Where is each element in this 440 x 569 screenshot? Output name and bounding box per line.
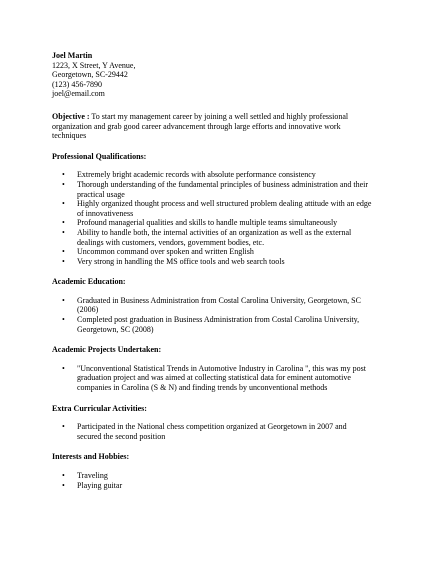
section-title-projects: Academic Projects Undertaken: xyxy=(52,345,162,355)
list-item: • Highly organized thought process and well structured problem dealing attitude with an edge of innovativeness xyxy=(52,199,372,218)
objective-paragraph xyxy=(52,112,372,141)
list-item: • Playing guitar xyxy=(52,481,372,491)
list-item: • Participated in the National chess competition organized at Georgetown in 2007 and secured the second position xyxy=(52,422,372,441)
address-line-2: Georgetown, SC-29442 xyxy=(52,70,128,80)
list-item: • Profound managerial qualities and skills to handle multiple teams simultaneously xyxy=(52,218,372,228)
section-title-extracurricular: Extra Curricular Activities: xyxy=(52,403,147,413)
list-item: • Traveling xyxy=(52,471,372,481)
section-title-education: Academic Education: xyxy=(52,277,126,287)
resume-content xyxy=(52,51,372,490)
list-item: • Completed post graduation in Business Administration from Costal Carolina University, Georgetown, SC (2008) xyxy=(52,315,372,334)
objective-label: Objective : xyxy=(52,111,90,121)
projects-list xyxy=(52,364,372,393)
email-address: joel@email.com xyxy=(52,89,105,99)
list-item: • "Unconventional Statistical Trends in Automotive Industry in Carolina ", this was my post graduation project and was aimed at collecting statistical data for eminent automotive companies in Carolina (S & N) and finding trends by unconventional methods xyxy=(52,364,372,393)
phone-number: (123) 456-7890 xyxy=(52,79,102,89)
objective-text: To start my management career by joining a well settled and highly professional organization and grab good career advancement through large efforts and innovative work techniques xyxy=(52,111,349,141)
list-item: • Graduated in Business Administration from Costal Carolina University, Georgetown, SC (2006) xyxy=(52,296,372,315)
list-item: • Thorough understanding of the fundamental principles of business administration and their practical usage xyxy=(52,180,372,199)
list-item: • Extremely bright academic records with absolute performance consistency xyxy=(52,170,372,180)
extracurricular-list xyxy=(52,422,372,441)
list-item: • Very strong in handling the MS office tools and web search tools xyxy=(52,257,372,267)
list-item: • Uncommon command over spoken and written English xyxy=(52,247,372,257)
hobbies-list xyxy=(52,471,372,490)
contact-block xyxy=(52,51,372,99)
section-title-hobbies: Interests and Hobbies: xyxy=(52,452,130,462)
education-list xyxy=(52,296,372,334)
qualifications-list xyxy=(52,170,372,266)
address-line-1: 1223, X Street, Y Avenue, xyxy=(52,60,136,70)
candidate-name: Joel Martin xyxy=(52,51,93,60)
section-title-qualifications: Professional Qualifications: xyxy=(52,151,147,161)
list-item: • Ability to handle both, the internal activities of an organization as well as the external dealings with customers, vendors, government bodies, etc. xyxy=(52,228,372,247)
